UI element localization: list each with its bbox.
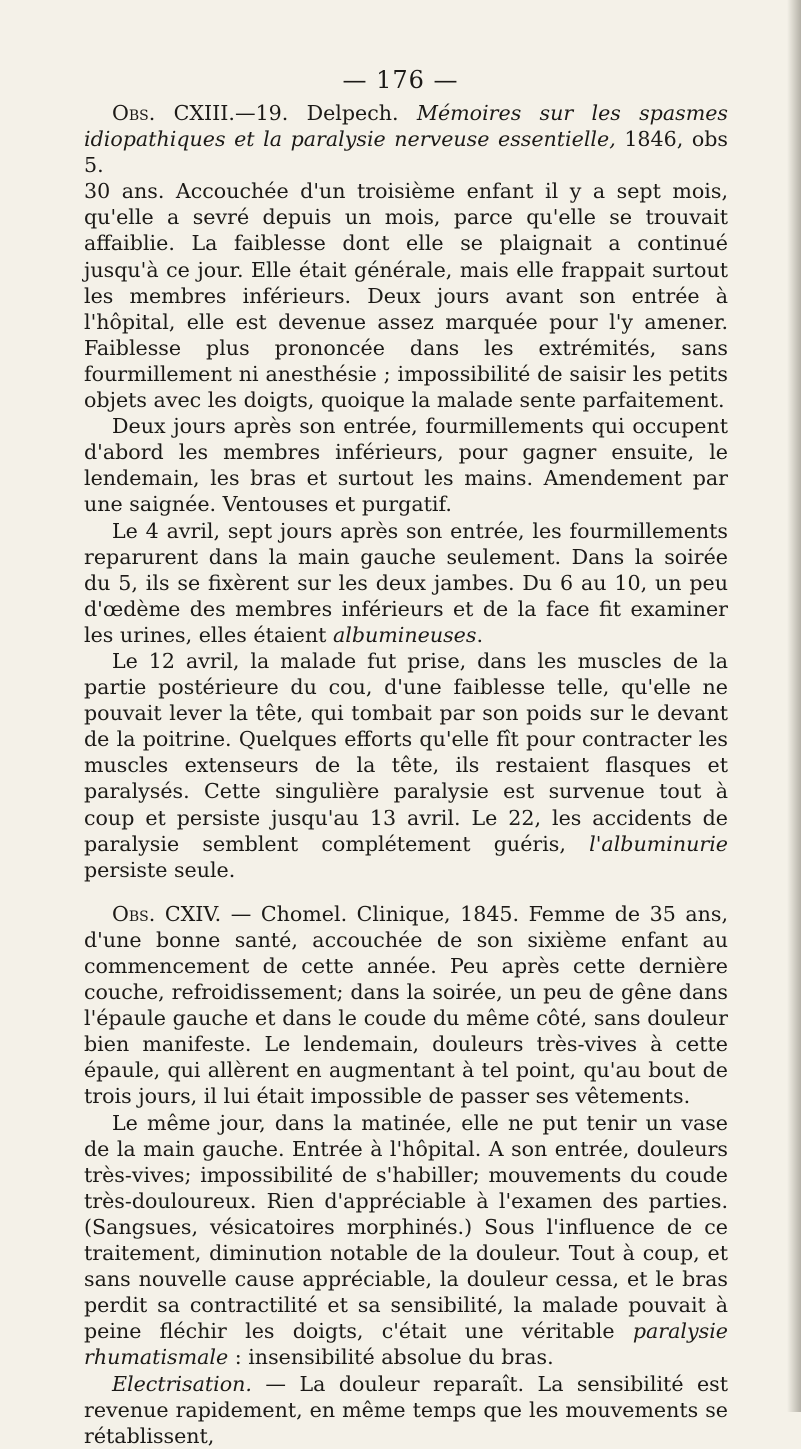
obs-cxiii-p3-end: . <box>476 622 483 647</box>
obs-cxiii-paragraph-3 <box>84 518 728 648</box>
obs-cxiv-paragraph-2 <box>84 1110 728 1371</box>
page-body <box>84 100 728 1449</box>
obs-cxiv-p2-end: : insensibilité absolue du bras. <box>234 1345 554 1370</box>
obs-cxiii-p3-text: Le 4 avril, sept jours après son entrée, les fourmillements reparurent dans la main gauche seulement. Dans la soirée du 5, ils se fixèrent sur les deux jambes. Du 6 au 10, un peu d'œdème des membres inférieurs et de la face fit examiner les urines, elles étaient <box>84 518 728 647</box>
obs-cxiii-paragraph-4 <box>84 648 728 883</box>
obs-cxiv-paragraph-3 <box>84 1371 728 1449</box>
obs-cxiv-label: Obs. CXIV. <box>112 901 222 926</box>
obs-cxiv-p1-text: — Chomel. Clinique, 1845. Femme de 35 ans, d'une bonne santé, accouchée de son sixième enfant au commencement de cette année. Peu après cette dernière couche, refroidissement; dans la soirée, un peu de gêne dans l'épaule gauche et dans le coude du même côté, sans douleur bien manifeste. Le lendemain, douleurs très-vives à cette épaule, qui allèrent en augmentant à tel point, qu'au bout de trois jours, il lui était impossible de passer ses vêtements. <box>84 901 728 1109</box>
obs-cxiv-paragraph-1 <box>84 901 728 1110</box>
obs-cxiv-p3-text: — La douleur reparaît. La sensibilité est revenue rapidement, en même temps que les mouvements se rétablissent, <box>84 1371 728 1448</box>
obs-cxiii-label: Obs. CXIII. <box>112 101 235 125</box>
obs-cxiii-p4-emphasis: l'albuminurie <box>589 831 728 856</box>
obs-cxiv-p2-emphasis: paralysie rhumatismale <box>84 1319 728 1370</box>
obs-cxiii-paragraph-2: Deux jours après son entrée, fourmillements qui occupent d'abord les membres inférieurs, pour gagner ensuite, le lendemain, les bras et surtout les mains. Amendement par une saignée. Ventouses et purgatif. <box>84 414 728 517</box>
obs-cxiv-p3-emphasis: Electrisation. <box>112 1371 252 1396</box>
obs-cxiii-heading-paragraph <box>84 100 728 413</box>
obs-cxiv-p2-text: Le même jour, dans la matinée, elle ne put tenir un vase de la main gauche. Entrée à l'hôpital. A son entrée, douleurs très-vives; impossibilité de s'habiller; mouvements du coude très-douloureux. Rien d'appréciable à l'examen des parties. (Sangsues, vésicatoires morphinés.) Sous l'influence de ce traitement, diminution notable de la douleur. Tout à coup, et sans nouvelle cause appréciable, la douleur cessa, et le bras perdit sa contractilité et sa sensibilité, la malade pouvait à peine fléchir les doigts, c'était une véritable <box>84 1110 728 1344</box>
page-edge-shadow <box>787 0 801 1412</box>
obs-cxiii-p3-emphasis: albumineuses <box>332 622 477 647</box>
obs-cxiii-p4-text: Le 12 avril, la malade fut prise, dans les muscles de la partie postérieure du cou, d'une faiblesse telle, qu'elle ne pouvait lever la tête, qui tombait par son poids sur le devant de la poitrine. Quelques efforts qu'elle fît pour contracter les muscles extenseurs de la tête, ils restaient flasques et paralysés. Cette singulière paralysie est survenue tout à coup et persiste jusqu'au 13 avril. Le 22, les accidents de paralysie semblent complétement guéris, <box>84 648 728 856</box>
obs-cxiii-p4-end: persiste seule. <box>84 857 236 882</box>
obs-cxiii-reference: —19. Delpech. <box>234 101 399 125</box>
obs-cxiii-paragraph-1: 30 ans. Accouchée d'un troisième enfant il y a sept mois, qu'elle a sevré depuis un mois, parce qu'elle se trouvait affaiblie. La faiblesse dont elle se plaignait a continué jusqu'à ce jour. Elle était générale, mais elle frappait surtout les membres inférieurs. Deux jours avant son entrée à l'hôpital, elle est devenue assez marquée pour l'y amener. Faiblesse plus prononcée dans les extrémités, sans fourmillement ni anesthésie ; impossibilité de saisir les petits objets avec les doigts, quoique la malade sente parfaitement. <box>84 179 728 413</box>
obs-cxiii-work-title: Mémoires sur les spasmes idiopathiques et la paralysie nerveuse essentielle, <box>84 101 728 152</box>
obs-cxiii-year: 1846, obs 5. <box>84 127 728 178</box>
page-number: — 176 — <box>342 66 459 94</box>
